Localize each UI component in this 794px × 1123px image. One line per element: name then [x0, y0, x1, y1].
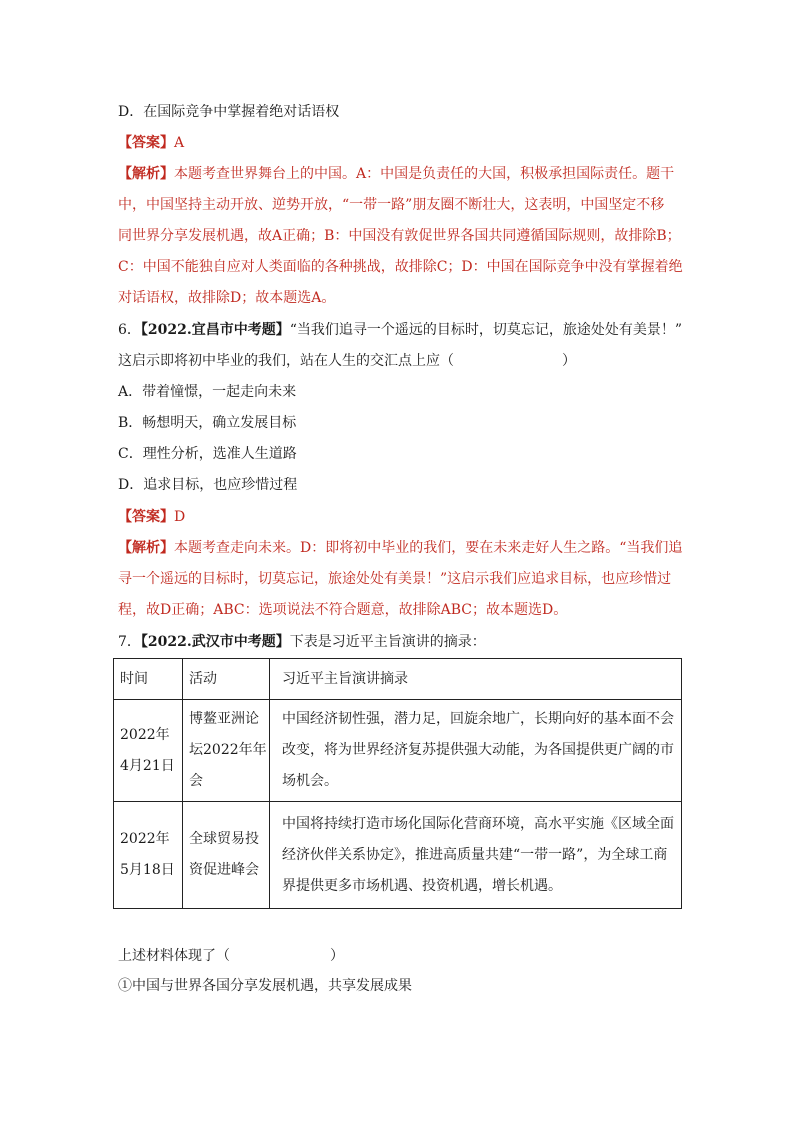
row1-activity-line-3: 会: [189, 773, 203, 789]
row1-activity: [183, 700, 270, 802]
q6-answer: [118, 507, 185, 527]
row1-activity-line-2: 坛2022年年: [189, 742, 267, 758]
speech-excerpt-table: [113, 658, 682, 909]
header-activity: 活动: [183, 659, 270, 700]
row1-excerpt-line-1: 中国经济韧性强，潜力足，回旋余地广，长期向好的基本面不会: [282, 711, 674, 727]
header-excerpt: 习近平主旨演讲摘录: [270, 659, 682, 700]
q5-analysis-line-2: 中，中国坚持主动开放、逆势开放，“一带一路”朋友圈不断壮大，这表明，中国坚定不移: [118, 197, 665, 213]
header-time: 时间: [114, 659, 183, 700]
q6-analysis-line-1: [118, 538, 682, 558]
q6-analysis-tag: 【解析】: [118, 540, 174, 556]
q7-question: [118, 946, 344, 966]
row1-excerpt-line-2: 改变，将为世界经济复苏提供强大动能，为各国提供更广阔的市: [282, 742, 674, 758]
row1-time: [114, 700, 183, 802]
q5-analysis-tag: 【解析】: [118, 166, 174, 182]
row2-excerpt-line-3: 界提供更多市场机遇、投资机遇，增长机遇。: [282, 877, 562, 894]
row2-time-line-1: 2022年: [120, 831, 170, 847]
row2-activity-line-2: 资促进峰会: [189, 862, 259, 878]
q6-stem-close: ）: [562, 353, 576, 369]
q6-analysis-text-1: 本题考查走向未来。D：即将初中毕业的我们，要在未来走好人生之路。“当我们追: [174, 540, 683, 556]
q7-question-text: 上述材料体现了（: [118, 948, 230, 964]
q5-answer-value: A: [174, 135, 185, 151]
q5-answer: [118, 133, 184, 153]
row2-time: [114, 802, 183, 909]
q6-option-d: D．追求目标，也应珍惜过程: [118, 477, 298, 493]
q5-answer-tag: 【答案】: [118, 135, 174, 151]
q6-option-b: B．畅想明天，确立发展目标: [118, 415, 297, 431]
q7-stem: [118, 632, 486, 652]
q6-number: 6．: [118, 322, 141, 338]
q5-option-d: D．在国际竞争中掌握着绝对话语权: [118, 104, 340, 120]
row1-time-line-1: 2022年: [120, 726, 170, 743]
q5-analysis-text-1: 本题考查世界舞台上的中国。A：中国是负责任的大国，积极承担国际责任。题干: [174, 166, 675, 182]
q6-option-c: C．理性分析，选准人生道路: [118, 446, 297, 462]
row2-activity-line-1: 全球贸易投: [189, 831, 259, 847]
q5-analysis-line-1: [118, 164, 674, 184]
q7-stem-text: 下表是习近平主旨演讲的摘录：: [289, 634, 486, 650]
table-header-row: [114, 659, 682, 700]
q6-answer-tag: 【答案】: [118, 509, 174, 525]
q6-analysis-line-2: 寻一个遥远的目标时，切莫忘记，旅途处处有美景！”这启示我们应追求目标，也应珍惜过: [118, 571, 672, 587]
q7-option-1: ①中国与世界各国分享发展机遇，共享发展成果: [118, 978, 412, 994]
table-row: [114, 802, 682, 909]
row1-activity-line-1: 博鳌亚洲论: [189, 711, 259, 727]
q5-analysis-line-5: 对话语权，故排除D；故本题选A。: [118, 290, 336, 306]
q7-question-close: ）: [330, 948, 344, 964]
row2-excerpt-line-2: 经济伙伴关系协定》，推进高质量共建“一带一路”，为全球工商: [282, 846, 668, 863]
q6-option-a: A．带着憧憬，一起走向未来: [118, 384, 297, 400]
row2-activity: [183, 802, 270, 909]
row2-excerpt-line-1: 中国将持续打造市场化国际化营商环境，高水平实施《区域全面: [282, 815, 674, 832]
q6-analysis-line-3: 程，故D正确；ABC：选项说法不符合题意，故排除ABC；故本题选D。: [118, 602, 568, 618]
row1-excerpt: [270, 700, 682, 802]
row2-time-line-2: 5月18日: [120, 862, 175, 878]
row2-excerpt: [270, 802, 682, 909]
q5-analysis-line-3: 同世界分享发展机遇，故A正确；B：中国没有敦促世界各国共同遵循国际规则，故排除B；: [118, 228, 681, 244]
row1-time-line-2: 4月21日: [120, 757, 175, 774]
table-row: [114, 700, 682, 802]
q6-stem-text-1: “当我们追寻一个遥远的目标时，切莫忘记，旅途处处有美景！”: [289, 322, 683, 338]
q5-analysis-line-4: C：中国不能独自应对人类面临的各种挑战，故排除C；D：中国在国际竞争中没有掌握着绝: [118, 259, 683, 275]
q6-stem-line-2: [118, 351, 576, 371]
q6-source: 【2022.宜昌市中考题】: [140, 322, 290, 338]
q6-stem-line-1: [118, 320, 682, 340]
q6-stem-text-2: 这启示即将初中毕业的我们，站在人生的交汇点上应（: [118, 353, 454, 369]
q7-source: 【2022.武汉市中考题】: [140, 634, 290, 650]
row1-excerpt-line-3: 场机会。: [282, 773, 338, 789]
q6-answer-value: D: [174, 509, 186, 525]
q7-number: 7．: [118, 634, 141, 650]
